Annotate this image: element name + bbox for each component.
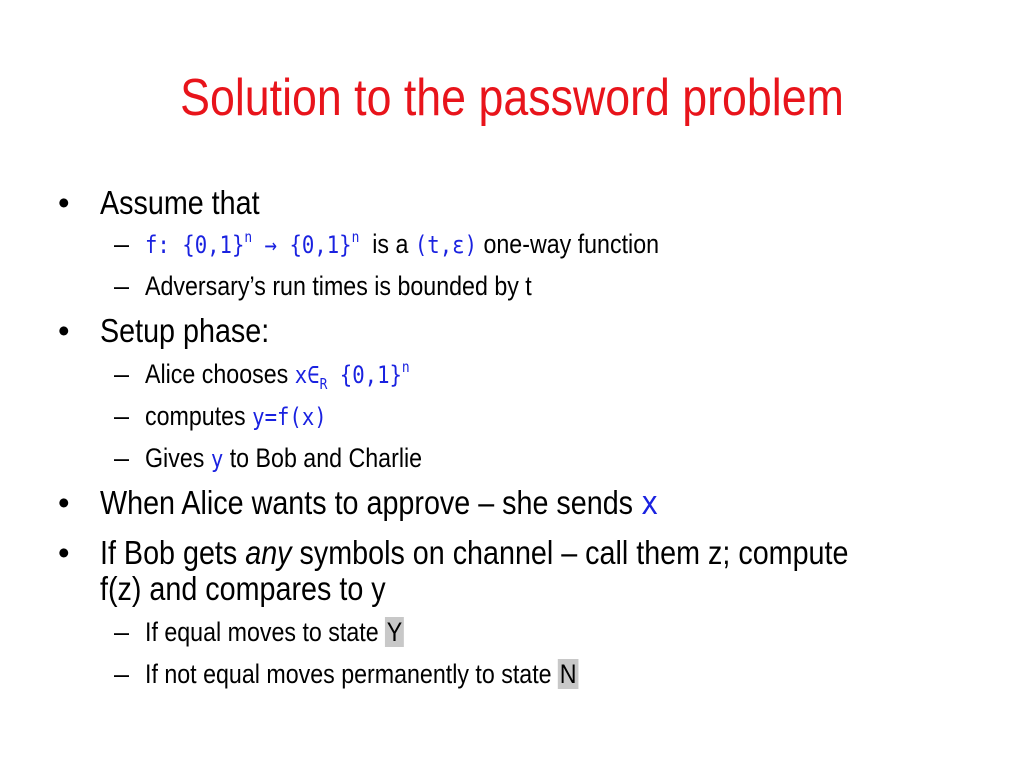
dash-marker: – — [114, 401, 130, 431]
sub-bullet-content: If not equal moves permanently to state N — [145, 659, 577, 689]
sub-bullet-content: Alice chooses $x\in_R$ $\{0,1\}^n$ — [145, 358, 410, 393]
bullet-content: When Alice wants to approve – she sends x — [100, 483, 659, 522]
sub-bullet-equal — [114, 616, 446, 648]
y-value: y — [210, 445, 224, 473]
emphasis-any: any — [245, 534, 292, 571]
sub-bullet-alice-chooses — [114, 358, 453, 391]
sub-bullet-computes — [114, 400, 356, 433]
sub-bullet-text: Adversary’s run times is bounded by t — [145, 271, 532, 301]
is-a-text: is a — [372, 229, 409, 259]
sub-bullet-content: Gives y to Bob and Charlie — [145, 443, 423, 473]
bullet-marker: • — [58, 184, 70, 221]
sub-bullet-one-way-function — [114, 228, 743, 261]
sub-bullet-adversary — [114, 270, 595, 302]
dash-marker: – — [114, 271, 130, 301]
slide-title: Solution to the password problem — [180, 69, 844, 127]
x-value: x — [641, 483, 659, 522]
bullet-bob-gets — [58, 534, 960, 572]
params-tuple: (t,ε) — [414, 231, 478, 259]
sub-bullet-content: computes y=f(x) — [145, 401, 327, 431]
dash-marker: – — [114, 229, 130, 259]
bullet-text: Setup phase: — [100, 312, 270, 349]
random-choice-expr: $x\in_R$ $\{0,1\}^n$ — [294, 358, 410, 393]
bullet-marker: • — [58, 312, 70, 349]
bullet-setup-phase — [58, 312, 295, 350]
bullet-marker: • — [58, 484, 70, 521]
compute-expr: y=f(x) — [252, 403, 327, 431]
bullet-text: f(z) and compares to y — [100, 570, 386, 607]
bullet-assume-that — [58, 184, 283, 222]
bullet-alice-approves — [58, 484, 742, 522]
sub-bullet-not-equal — [114, 658, 649, 690]
bullet-bob-gets-continued — [58, 570, 428, 608]
bullet-marker: • — [58, 534, 70, 571]
function-signature: f: $\{0,1\}^n \to \{0,1\}^n$ — [145, 228, 360, 259]
dash-marker: – — [114, 359, 130, 389]
dash-marker: – — [114, 443, 130, 473]
state-y-badge: Y — [386, 617, 403, 647]
bullet-content: If Bob gets any symbols on channel – call them z; compute — [100, 534, 849, 571]
state-n-badge: N — [559, 659, 577, 689]
sub-bullet-gives — [114, 442, 467, 475]
one-way-text: one-way function — [483, 229, 660, 259]
dash-marker: – — [114, 659, 130, 689]
sub-bullet-content: If equal moves to state Y — [145, 617, 403, 647]
sub-bullet-content — [145, 228, 659, 261]
bullet-text: Assume that — [100, 184, 260, 221]
dash-marker: – — [114, 617, 130, 647]
